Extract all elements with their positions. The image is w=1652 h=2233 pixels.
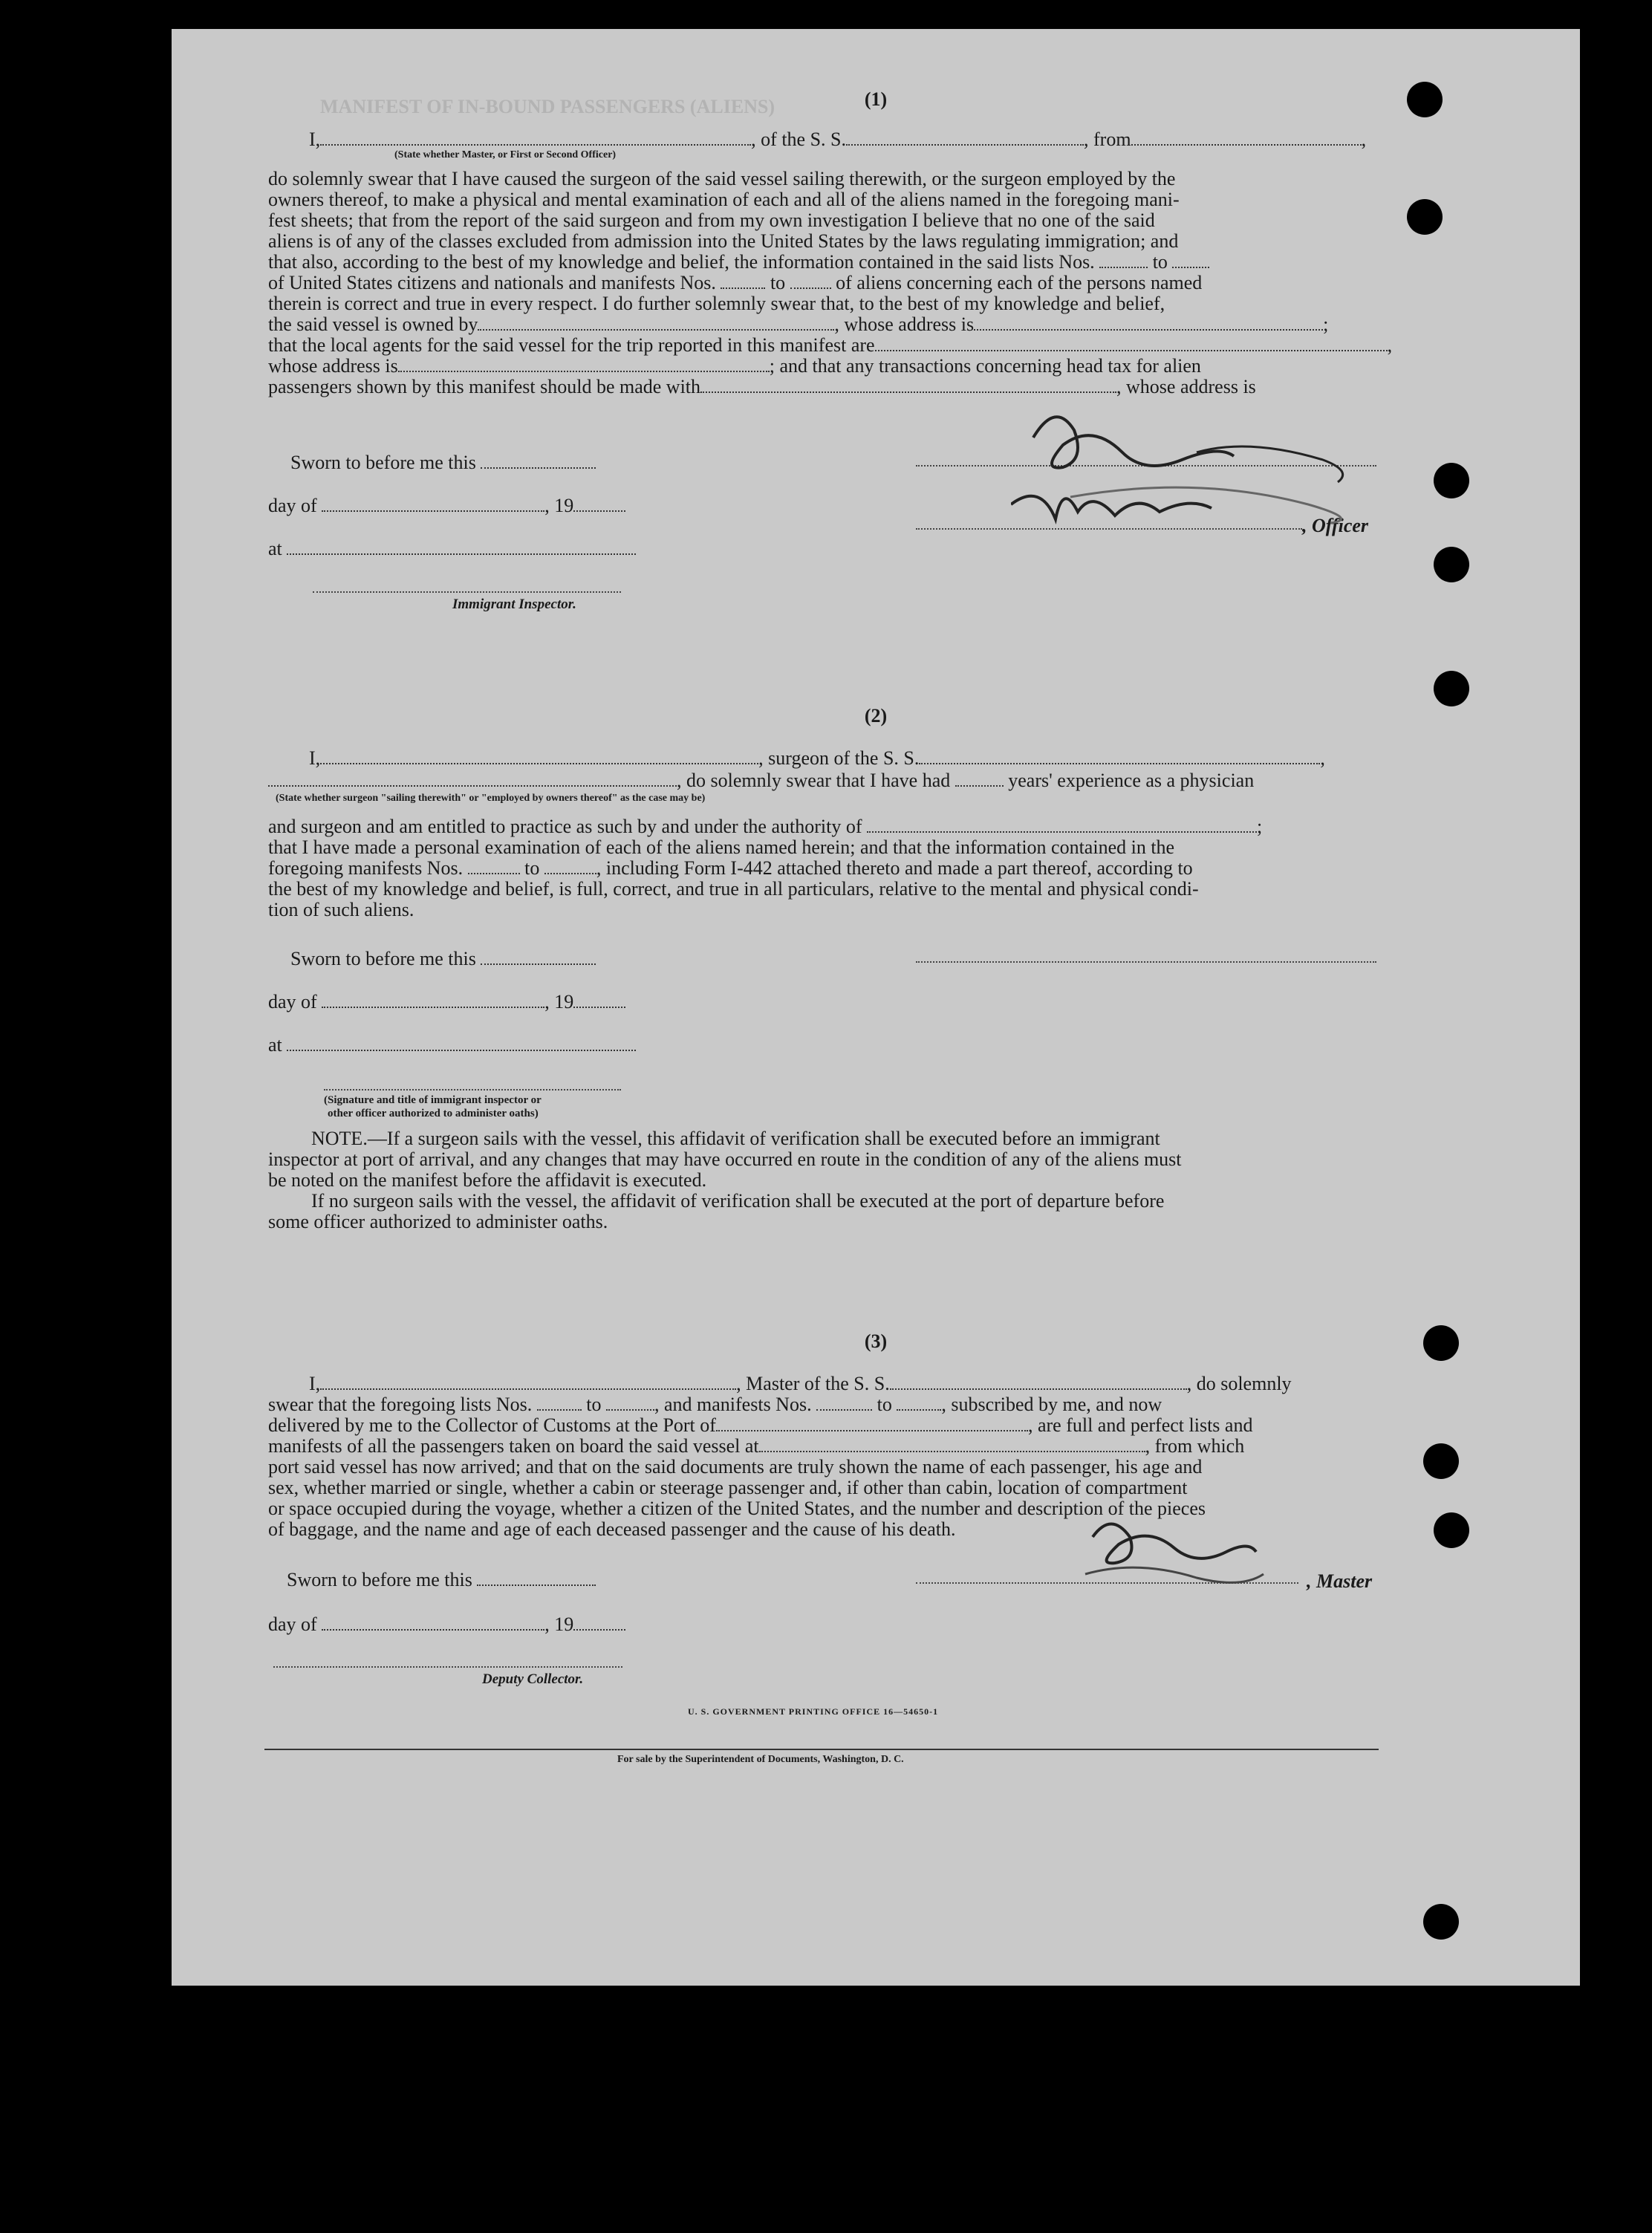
section-1-day-of: day of , 19 bbox=[268, 495, 625, 516]
bleed-through-header: MANIFEST OF IN-BOUND PASSENGERS (ALIENS) bbox=[320, 96, 775, 117]
binder-hole bbox=[1434, 463, 1469, 498]
section-1-state-note: (State whether Master, or First or Second Officer) bbox=[394, 149, 617, 160]
master-signature-1 bbox=[1011, 393, 1397, 542]
binder-hole bbox=[1434, 1512, 1469, 1548]
binder-hole bbox=[1434, 547, 1469, 582]
binder-hole bbox=[1434, 671, 1469, 706]
section-3-number: (3) bbox=[864, 1330, 888, 1352]
bleed-through-annotation bbox=[201, 1426, 1538, 1663]
section-3-day-of: day of , 19 bbox=[268, 1614, 625, 1635]
section-3-line-4: manifests of all the passengers taken on board the said vessel at , from which bbox=[268, 1435, 1245, 1457]
section-3-line-2: swear that the foregoing lists Nos. to , and manifests Nos. to , subscribed by me, and now bbox=[268, 1394, 1162, 1415]
immigrant-inspector-caption: Immigrant Inspector. bbox=[452, 597, 576, 612]
section-2-sig-note-2: other officer authorized to administer oaths) bbox=[328, 1108, 539, 1119]
master-label: , Master bbox=[1307, 1570, 1373, 1592]
section-2-sig-note-1: (Signature and title of immigrant inspector or bbox=[324, 1094, 542, 1106]
section-2-line-2: , do solemnly swear that I have had years' experience as a physician bbox=[268, 770, 1254, 791]
gpo-imprint: U. S. GOVERNMENT PRINTING OFFICE 16—54650-1 bbox=[688, 1706, 939, 1717]
section-2-at: at bbox=[268, 1035, 636, 1056]
officer-label: , Officer bbox=[1302, 515, 1369, 536]
binder-hole bbox=[1407, 82, 1443, 117]
binder-hole bbox=[1423, 1325, 1459, 1361]
section-2-line-1: I, , surgeon of the S. S. , bbox=[309, 747, 1325, 769]
section-2-sworn: Sworn to before me this bbox=[290, 949, 596, 969]
section-2-surgeon-note: (State whether surgeon "sailing therewith" or "employed by owners thereof" as the case may be) bbox=[276, 793, 706, 804]
section-1-number: (1) bbox=[864, 88, 888, 110]
bottom-rule bbox=[264, 1749, 1379, 1750]
section-3-line-1: I, , Master of the S. S. , do solemnly bbox=[309, 1373, 1292, 1394]
document-page: MANIFEST OF IN-BOUND PASSENGERS (ALIENS) (1) I, , of the S. S. , from , (State whether Master, or First or Second Officer) do solemnly swear that I have caused the surgeon of the said vessel sailing therewith, or the surgeon employed by the owners thereof, to make a physical and mental examination of each and all of the aliens named in the foregoing mani- fest sheets; that from the report of the said surgeon and from my own investigation I believe that no one of the said aliens is of any of the classes excluded from admission into the United States by the laws regulating immigration; and that also, according to the best of my knowledge and belief, the information contained in the said lists Nos. to of United States citizens and nationals and manifests Nos. to of aliens concerning each of the persons named therein is correct and true in every respect. I do further solemnly swear that, to the best of my knowledge and belief, the said vessel is owned by , whose address is ; that the local agents for the said vessel for the trip reported in this manifest are , whose address is ; and that any transactions concerning head tax for alien passengers shown by this manifest should be made with , whose address is Sworn to before me this day of , 19 at Immigrant Inspector. , Officer (2) I, , surgeon of the S. S. , , do solemnly swear that I have had years' experience as a physician (State whether surgeon "sailing therewith" or "employed by owners thereof" as the case may be) and surgeon and am entitled to practice as such by and under the authority of ; that I have made a personal examination of each of the aliens named herein; and that the information contained in the foregoing manifests Nos. to , including Form I-442 attached thereto and made a part thereof, according to the best of my knowledge and belief, is full, correct, and true in all particulars, relative to the mental and physical condi- tion of such aliens. Sworn to before me this day of , 19 at (Signature and title of immigrant inspector or other officer authorized to administer oaths) NOTE.—If a surgeon sails with the vessel, this affidavit of verification shall be executed before an immigrant inspector at port of arrival, and any changes that may have occurred en route in the condition of any of the aliens must be noted on the manifest before the affidavit is executed. If no surgeon sails with the vessel, the affidavit of verification shall be executed at the port of departure before some officer authorized to administer oaths. (3) I, , Master of the S. S. , do solemnly swear that the foregoing lists Nos. to , and manifests Nos. to , subscribed by me, and now delivered by me to the Collector of Customs at the Port of , are full and perfect lists and manifests of all the passengers taken on board the said vessel at , from which port said vessel has now arrived; and that on the said documents are truly shown the name of each passenger, his age and sex, whether married or single, whether a cabin or steerage passenger and, if other than cabin, location of compartment or space occupied during the voyage, whether a citizen of the United States, and the number and description of the pieces of baggage, and the name and age of each deceased passenger and the cause of his death. Sworn to before me this , Master day of , 19 Deputy Collector. U. S. GOVERNMENT PRINTING OFFICE 16—54650-1 For sale by the Superintendent of Documents, Washington, D. C. bbox=[172, 29, 1580, 1986]
deputy-collector-caption: Deputy Collector. bbox=[482, 1671, 584, 1687]
binder-hole bbox=[1423, 1904, 1459, 1940]
binder-hole bbox=[1407, 199, 1443, 235]
section-1-line-1: I, , of the S. S. , from , bbox=[309, 129, 1367, 150]
section-1-at: at bbox=[268, 539, 636, 559]
section-2-number: (2) bbox=[864, 705, 888, 727]
section-3-sworn: Sworn to before me this bbox=[287, 1570, 596, 1590]
section-1-sworn: Sworn to before me this bbox=[290, 452, 596, 473]
for-sale-note: For sale by the Superintendent of Documents, Washington, D. C. bbox=[617, 1754, 904, 1765]
binder-hole bbox=[1423, 1443, 1459, 1479]
section-2-day-of: day of , 19 bbox=[268, 992, 625, 1013]
section-3-line-3: delivered by me to the Collector of Customs at the Port of , are full and perfect lists and bbox=[268, 1414, 1253, 1436]
